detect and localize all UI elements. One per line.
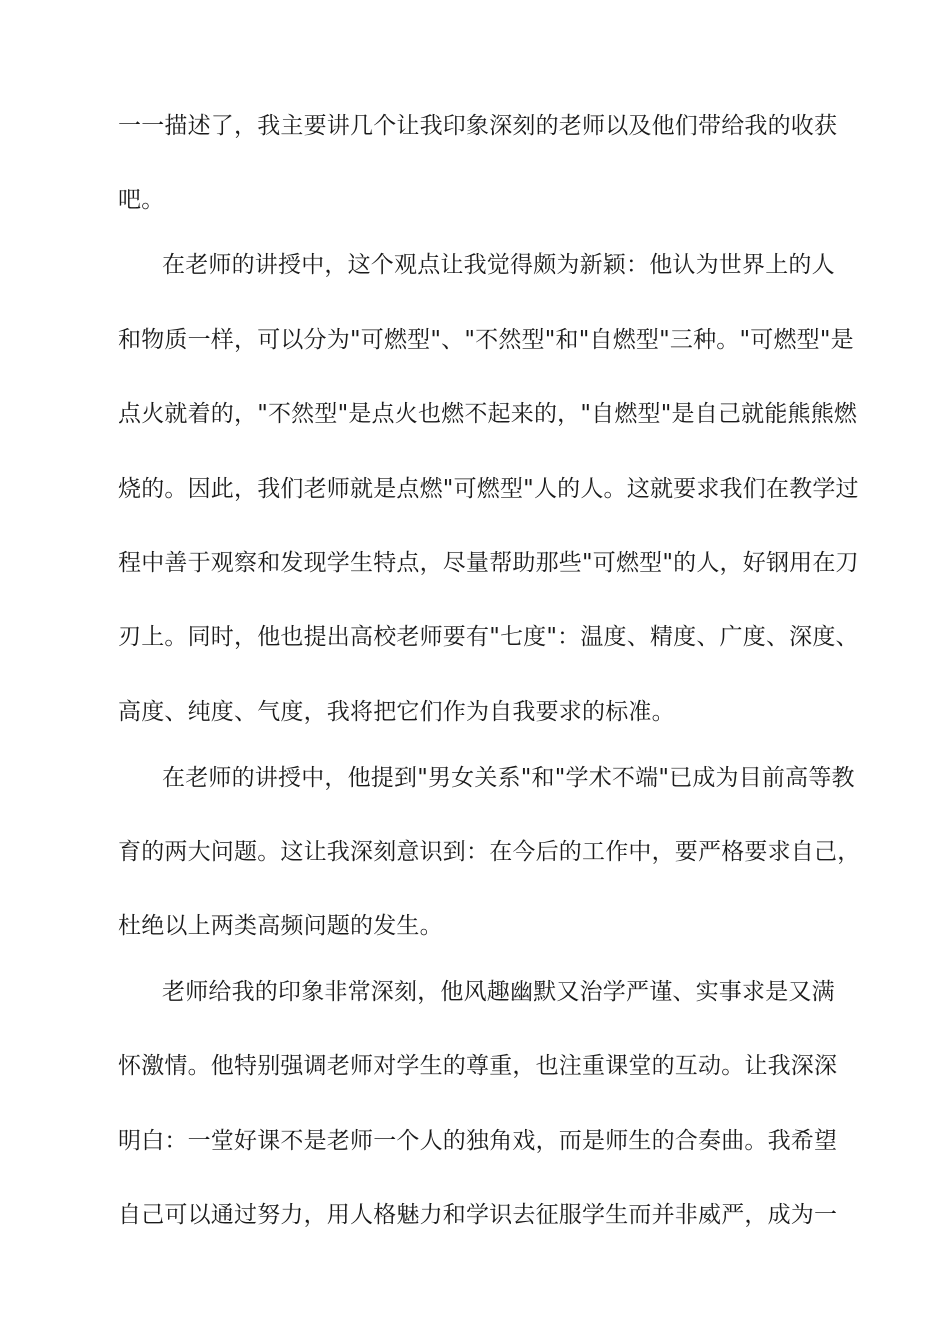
text-line: 程中善于观察和发现学生特点，尽量帮助那些"可燃型"的人，好钢用在刀 [118, 550, 859, 576]
text-line: 育的两大问题。这让我深刻意识到：在今后的工作中，要严格要求自己， [118, 839, 861, 865]
text-line: 和物质一样，可以分为"可燃型"、"不然型"和"自燃型"三种。"可燃型"是 [118, 327, 854, 353]
text-line: 怀激情。他特别强调老师对学生的尊重，也注重课堂的互动。让我深深 [118, 1053, 838, 1079]
paragraph-start-line: 在老师的讲授中，他提到"男女关系"和"学术不端"已成为目前高等教 [162, 765, 855, 791]
text-line: 杜绝以上两类高频问题的发生。 [118, 913, 443, 939]
text-line: 烧的。因此，我们老师就是点燃"可燃型"人的人。这就要求我们在教学过 [118, 476, 859, 502]
text-line: 一一描述了，我主要讲几个让我印象深刻的老师以及他们带给我的收获 [118, 113, 838, 139]
text-line: 明白：一堂好课不是老师一个人的独角戏，而是师生的合奏曲。我希望 [118, 1128, 838, 1154]
text-line: 吧。 [118, 187, 165, 213]
text-line: 自己可以通过努力，用人格魅力和学识去征服学生而并非威严，成为一 [118, 1202, 838, 1228]
paragraph-start-line: 老师给我的印象非常深刻，他风趣幽默又治学严谨、实事求是又满 [162, 979, 835, 1005]
paragraph-start-line: 在老师的讲授中，这个观点让我觉得颇为新颖：他认为世界上的人 [162, 252, 835, 278]
text-line: 高度、纯度、气度，我将把它们作为自我要求的标准。 [118, 699, 675, 725]
text-line: 点火就着的，"不然型"是点火也燃不起来的，"自燃型"是自己就能熊熊燃 [118, 401, 858, 427]
text-line: 刃上。同时，他也提出高校老师要有"七度"：温度、精度、广度、深度、 [118, 624, 859, 650]
